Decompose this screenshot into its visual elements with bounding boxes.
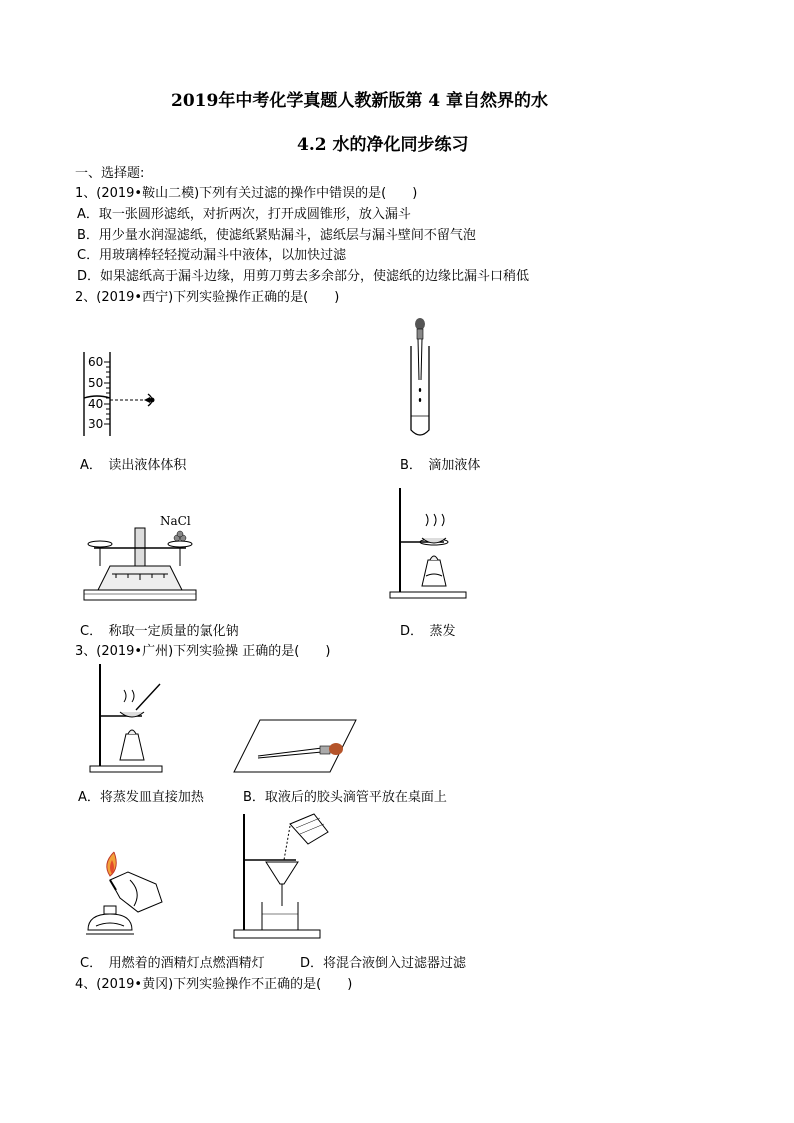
- q4-stem: 4、(2019•黄冈)下列实验操作不正确的是( ): [75, 977, 353, 992]
- filtration-illustration: [232, 810, 332, 940]
- q3-option-d[interactable]: D．将混合液倒入过滤器过滤: [300, 956, 467, 971]
- q1-stem: 1、(2019•鞍山二模)下列有关过滤的操作中错误的是( ): [75, 186, 418, 201]
- nacl-label: NaCl: [160, 514, 191, 528]
- q2-option-b[interactable]: B． 滴加液体: [400, 458, 481, 473]
- tick-label-40: 40: [88, 397, 104, 411]
- q1-option-b[interactable]: B．用少量水润湿滤纸，使滤纸紧贴漏斗，滤纸层与漏斗壁间不留气泡: [77, 228, 476, 243]
- q2-option-d[interactable]: D． 蒸发: [400, 624, 456, 639]
- page-subtitle: 4.2 水的净化同步练习: [297, 135, 469, 155]
- section-heading: 一、选择题:: [75, 166, 145, 181]
- q1-option-d[interactable]: D．如果滤纸高于漏斗边缘，用剪刀剪去多余部分，使滤纸的边缘比漏斗口稍低: [77, 269, 530, 284]
- tick-label-60: 60: [88, 355, 104, 369]
- tick-label-50: 50: [88, 376, 104, 390]
- q2-stem: 2、(2019•西宁)下列实验操作正确的是( ): [75, 290, 340, 305]
- q1-option-a[interactable]: A．取一张圆形滤纸，对折两次，打开成圆锥形，放入漏斗: [77, 207, 411, 222]
- dropper-test-tube-illustration: [400, 316, 440, 440]
- q3-option-a[interactable]: A．将蒸发皿直接加热: [78, 790, 204, 805]
- q2-option-a[interactable]: A． 读出液体体积: [80, 458, 187, 473]
- lighting-alcohol-lamp-illustration: [80, 850, 170, 942]
- q2-option-c[interactable]: C． 称取一定质量的氯化钠: [80, 624, 239, 639]
- dropper-on-table-illustration: [230, 718, 360, 774]
- q3-option-c[interactable]: C． 用燃着的酒精灯点燃酒精灯: [80, 956, 265, 971]
- tick-label-30: 30: [88, 417, 104, 431]
- q3-option-b[interactable]: B．取液后的胶头滴管平放在桌面上: [243, 790, 447, 805]
- evaporation-stand-illustration: [386, 486, 468, 600]
- q3-stem: 3、(2019•广州)下列实验操 正确的是( ): [75, 644, 331, 659]
- page-title: 2019年中考化学真题人教新版第 4 章自然界的水: [171, 91, 548, 111]
- q1-option-c[interactable]: C．用玻璃棒轻轻搅动漏斗中液体，以加快过滤: [77, 248, 347, 263]
- heating-dish-illustration: [86, 662, 166, 774]
